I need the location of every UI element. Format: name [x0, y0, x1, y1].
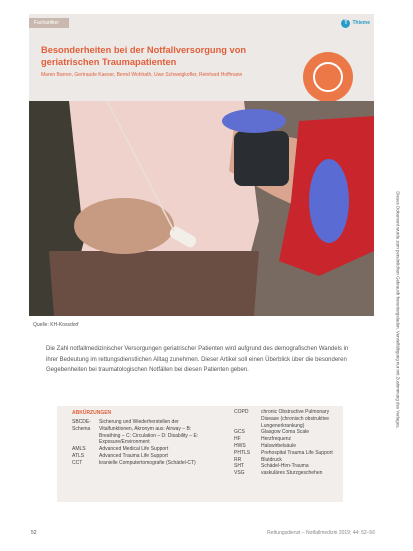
- abbreviation-row: [234, 429, 339, 436]
- abbreviation-value: kranielle Computertomografie (Schädel-CT): [99, 459, 196, 466]
- abbreviation-value: Advanced Trauma Life Support: [99, 452, 168, 459]
- section-tag: Fachartikel: [29, 18, 69, 28]
- abbreviations-right-column: [234, 409, 339, 477]
- abbreviation-value: Advanced Medical Life Support: [99, 446, 169, 453]
- side-note-text: Dieses Dokument wurde zum persönlichen Gebrauch heruntergeladen. Vervielfältigung nur mit Zustimmung des Verlages.: [395, 191, 400, 429]
- abbreviation-key: HWS: [234, 442, 246, 449]
- title-panel: [29, 14, 374, 101]
- journal-reference: Rettungsdienst – Notfallmedizin 2019; 44: 52–56: [267, 530, 375, 536]
- abbreviation-row: [72, 446, 202, 453]
- abbreviation-row: [234, 443, 339, 450]
- abbreviation-value: Blutdruck: [261, 456, 282, 463]
- abbreviation-row: [234, 470, 339, 477]
- authors: Maren Barren, Gertraude Kaeser, Bernd Wohlrath, Uwe Schweigkofler, Reinhard Hoffmann: [41, 72, 243, 78]
- abbreviation-row: [234, 457, 339, 464]
- abbreviation-key: COPD: [234, 409, 249, 415]
- abbreviation-key: AMLS: [72, 446, 86, 453]
- brand-name: Thieme: [352, 20, 370, 26]
- abbreviation-value: vaskuläres Sturzgeschehen: [261, 470, 323, 477]
- abbreviations-box: [57, 406, 343, 502]
- abbreviation-value: Schädel-Hirn-Trauma: [261, 463, 309, 470]
- logo-ring: [313, 62, 343, 92]
- abbreviations-heading: ABKÜRZUNGEN: [72, 410, 112, 416]
- abbreviation-row: [234, 463, 339, 470]
- abbreviation-key: CCT: [72, 459, 83, 466]
- abbreviations-left-column: [72, 419, 202, 467]
- abbreviation-key: HF: [234, 436, 241, 443]
- abbreviation-value: Halswirbelsäule: [261, 442, 297, 449]
- intro-text: Die Zahl notfallmedizinischer Versorgungen geriatrischer Patienten wird aufgrund des demografischen Wandels in ihrer Bedeutung im rettungsdienstlichen Alltag zunehmen. Dieser Artikel soll einen Überblick über die besonderen Gegebenheiten bei traumatologischen Notfällen bei diesen Patienten geben.: [46, 346, 349, 373]
- abbreviation-row: [234, 450, 339, 457]
- abbreviation-key: GCS: [234, 429, 245, 436]
- abbreviation-value: Prehospital Trauma Life Support: [261, 449, 333, 456]
- abbreviation-value: chronic Obstructive Pulmonary Disease (chronisch obstruktive Lungenerkrankung): [261, 409, 330, 429]
- abbreviation-row: [72, 453, 202, 460]
- abbreviation-key: SBCDE-Schema: [72, 419, 91, 432]
- abbreviation-row: [234, 436, 339, 443]
- page-number: 52: [31, 530, 37, 536]
- abbreviation-key: SHT: [234, 463, 244, 470]
- thieme-logo-icon: T: [341, 19, 350, 28]
- article-title: Besonderheiten bei der Notfallversorgung von geriatrischen Traumapatienten: [41, 45, 247, 67]
- abbreviation-row: [234, 409, 339, 429]
- copyright-side-note: [393, 120, 402, 500]
- abbreviation-key: VSG: [234, 470, 245, 477]
- abbreviation-value: Glasgow Coma Scale: [261, 429, 310, 436]
- photo-caption: Quelle: KH-Kossdorf: [33, 322, 79, 328]
- abbreviation-key: ATLS: [72, 452, 85, 459]
- sectioned-ring-icon: [303, 52, 353, 102]
- abbreviation-row: [72, 460, 202, 467]
- abbreviation-row: [72, 419, 202, 446]
- patient-vital-signs-photo: [29, 101, 374, 316]
- abbreviation-value: Herzfrequenz: [261, 436, 292, 443]
- abbreviation-key: RR: [234, 456, 242, 463]
- abbreviation-value: Sicherung und Wiederherstellen der Vitalfunktionen, Akronym aus: Airway – B: Breathing – C: Circulation – D: Disability – E: Exposure/Environment: [99, 419, 199, 446]
- abbreviation-key: PHTLS: [234, 449, 251, 456]
- publisher-brand[interactable]: [341, 18, 370, 28]
